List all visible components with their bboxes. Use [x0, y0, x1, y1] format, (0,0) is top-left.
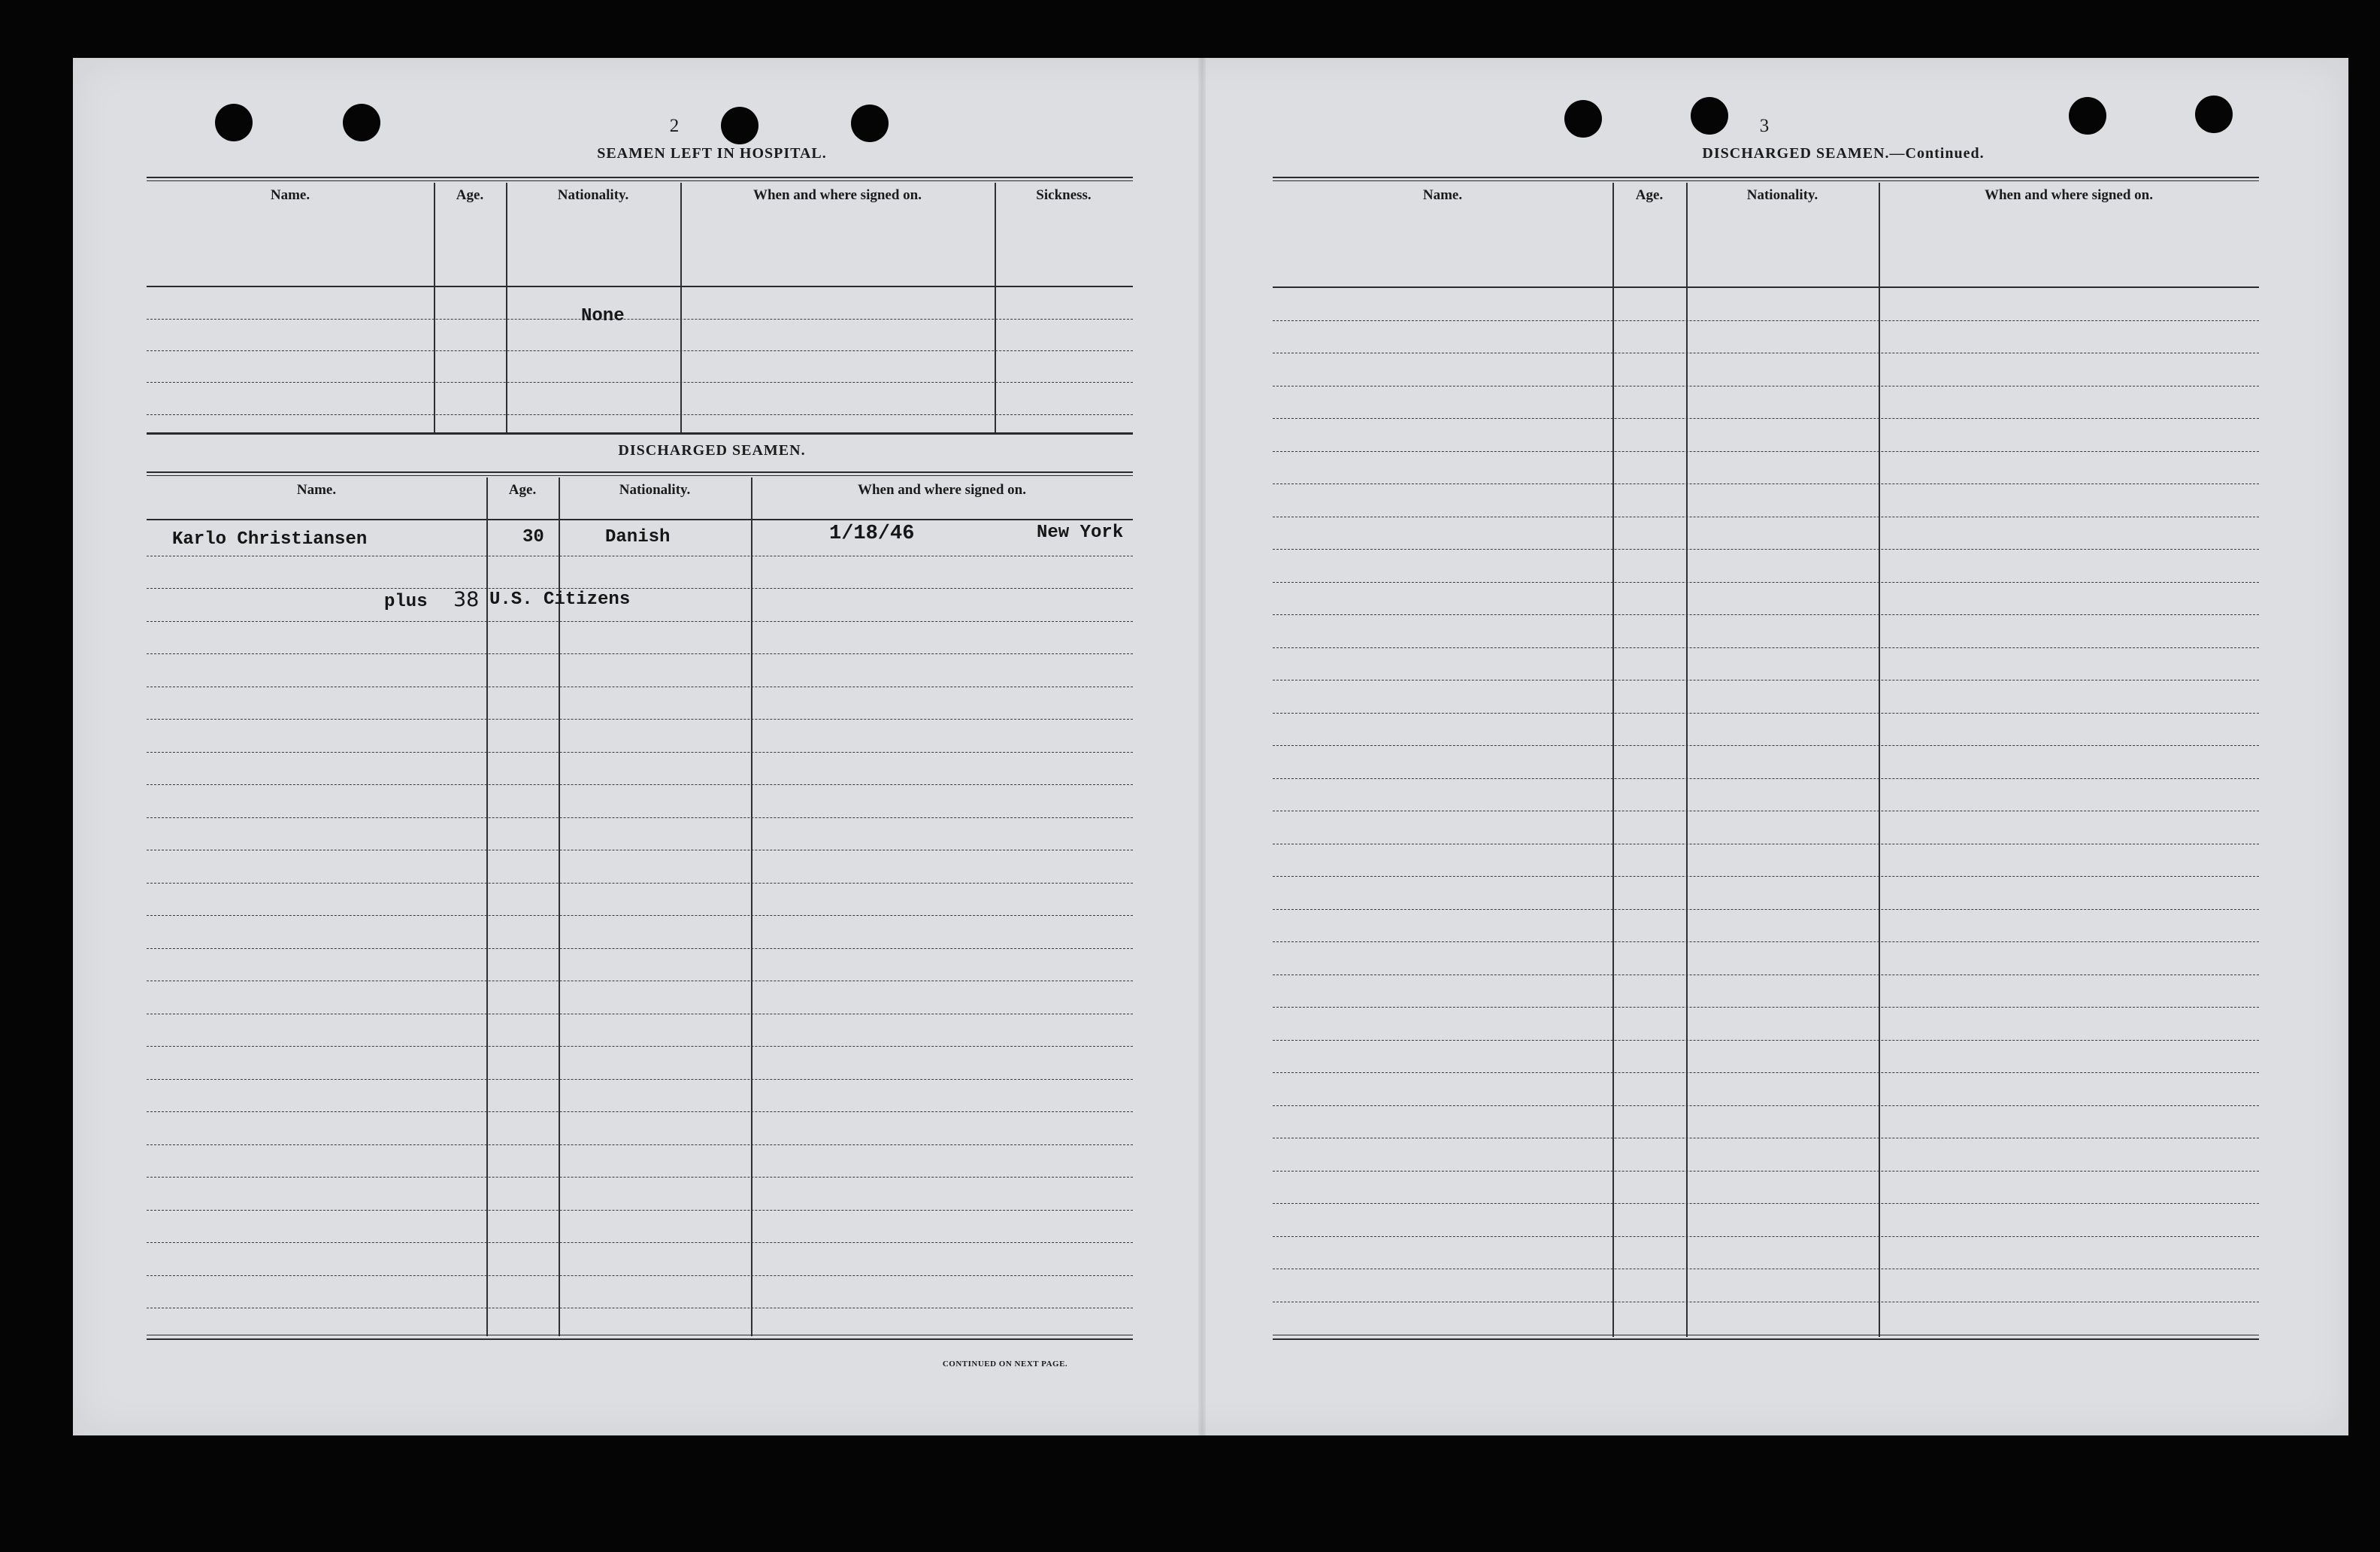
- punch-hole: [2069, 97, 2106, 135]
- row-line: [1273, 1072, 2259, 1073]
- col-head-nationality: Nationality.: [619, 482, 691, 498]
- row-line: [1273, 941, 2259, 942]
- row-line: [1273, 320, 2259, 321]
- table-top-rule: [1273, 177, 2259, 181]
- column-divider: [434, 183, 435, 432]
- row-line: [147, 621, 1133, 622]
- row-line: [1273, 680, 2259, 681]
- discharged-table: [147, 471, 1133, 1359]
- seaman-age: 30: [522, 527, 544, 547]
- discharged-continued-title: DISCHARGED SEAMEN.—Continued.: [1702, 145, 1985, 162]
- discharged-continued-table: [1273, 177, 2259, 1365]
- table-bottom-rule: [147, 1335, 1133, 1340]
- row-line: [147, 588, 1133, 589]
- punch-hole: [343, 104, 380, 141]
- header-rule: [1273, 286, 2259, 288]
- row-line: [1273, 909, 2259, 910]
- note-prefix: plus: [384, 592, 428, 612]
- row-line: [1273, 1203, 2259, 1204]
- table-bottom-rule: [1273, 1335, 2259, 1340]
- row-line: [1273, 549, 2259, 550]
- col-head-sickness: Sickness.: [1036, 187, 1092, 203]
- row-line: [147, 752, 1133, 753]
- row-line: [147, 1242, 1133, 1243]
- continued-footer: CONTINUED ON NEXT PAGE.: [942, 1360, 1068, 1369]
- row-line: [147, 915, 1133, 916]
- page-fold: [1198, 58, 1206, 1435]
- col-head-nationality: Nationality.: [1746, 187, 1818, 203]
- row-line: [147, 1111, 1133, 1112]
- row-line: [1273, 614, 2259, 615]
- row-line: [1273, 647, 2259, 648]
- row-line: [147, 1046, 1133, 1047]
- hospital-entry-none: None: [581, 306, 625, 326]
- table-top-rule: [147, 177, 1133, 181]
- column-divider: [1612, 183, 1614, 1337]
- row-line: [147, 1177, 1133, 1178]
- punch-hole: [215, 104, 253, 141]
- table-bottom-rule: [147, 432, 1133, 435]
- column-divider: [486, 477, 488, 1336]
- row-line: [1273, 483, 2259, 484]
- column-divider: [1879, 183, 1880, 1337]
- row-line: [147, 784, 1133, 785]
- row-line: [1273, 876, 2259, 877]
- row-line: [1273, 1236, 2259, 1237]
- row-line: [1273, 1040, 2259, 1041]
- row-line: [1273, 582, 2259, 583]
- signed-on-place: New York: [1037, 523, 1124, 543]
- row-line: [147, 414, 1133, 415]
- column-divider: [751, 477, 752, 1336]
- row-line: [1273, 778, 2259, 779]
- col-head-age: Age.: [508, 482, 537, 498]
- col-head-signed-on: When and where signed on.: [857, 482, 1026, 498]
- punch-hole: [851, 105, 889, 142]
- col-head-nationality: Nationality.: [557, 187, 629, 203]
- row-line: [147, 1275, 1133, 1276]
- col-head-name: Name.: [1422, 187, 1463, 203]
- note-text: U.S. Citizens: [489, 590, 631, 610]
- left-page-number: 2: [669, 116, 680, 136]
- row-line: [1273, 451, 2259, 452]
- row-line: [1273, 745, 2259, 746]
- row-line: [147, 1144, 1133, 1145]
- column-divider: [506, 183, 507, 432]
- punch-hole: [1564, 100, 1602, 138]
- row-line: [1273, 713, 2259, 714]
- col-head-signed-on: When and where signed on.: [752, 187, 922, 203]
- header-rule: [147, 519, 1133, 520]
- signed-on-date: 1/18/46: [829, 523, 915, 545]
- row-line: [1273, 1171, 2259, 1172]
- col-head-age: Age.: [1635, 187, 1664, 203]
- column-divider: [1686, 183, 1688, 1337]
- row-line: [147, 382, 1133, 383]
- col-head-name: Name.: [270, 187, 310, 203]
- col-head-age: Age.: [456, 187, 484, 203]
- row-line: [147, 817, 1133, 818]
- document-sheet: [73, 58, 2348, 1435]
- row-line: [147, 319, 1133, 320]
- column-divider: [680, 183, 682, 432]
- punch-hole: [2195, 95, 2233, 133]
- row-line: [1273, 1007, 2259, 1008]
- row-line: [147, 1210, 1133, 1211]
- seaman-nationality: Danish: [605, 527, 671, 547]
- row-line: [147, 350, 1133, 351]
- row-line: [147, 719, 1133, 720]
- row-line: [1273, 1105, 2259, 1106]
- hospital-section-title: SEAMEN LEFT IN HOSPITAL.: [597, 145, 827, 162]
- row-line: [147, 653, 1133, 654]
- row-line: [1273, 418, 2259, 419]
- table-top-rule: [147, 471, 1133, 476]
- right-page-number: 3: [1759, 116, 1770, 136]
- note-count: 38: [453, 588, 480, 611]
- row-line: [147, 1079, 1133, 1080]
- row-line: [147, 883, 1133, 884]
- col-head-name: Name.: [296, 482, 337, 498]
- discharged-section-title: DISCHARGED SEAMEN.: [618, 442, 806, 459]
- header-rule: [147, 286, 1133, 287]
- col-head-signed-on: When and where signed on.: [1984, 187, 2153, 203]
- seaman-name: Karlo Christiansen: [172, 529, 368, 550]
- column-divider: [995, 183, 996, 432]
- row-line: [147, 948, 1133, 949]
